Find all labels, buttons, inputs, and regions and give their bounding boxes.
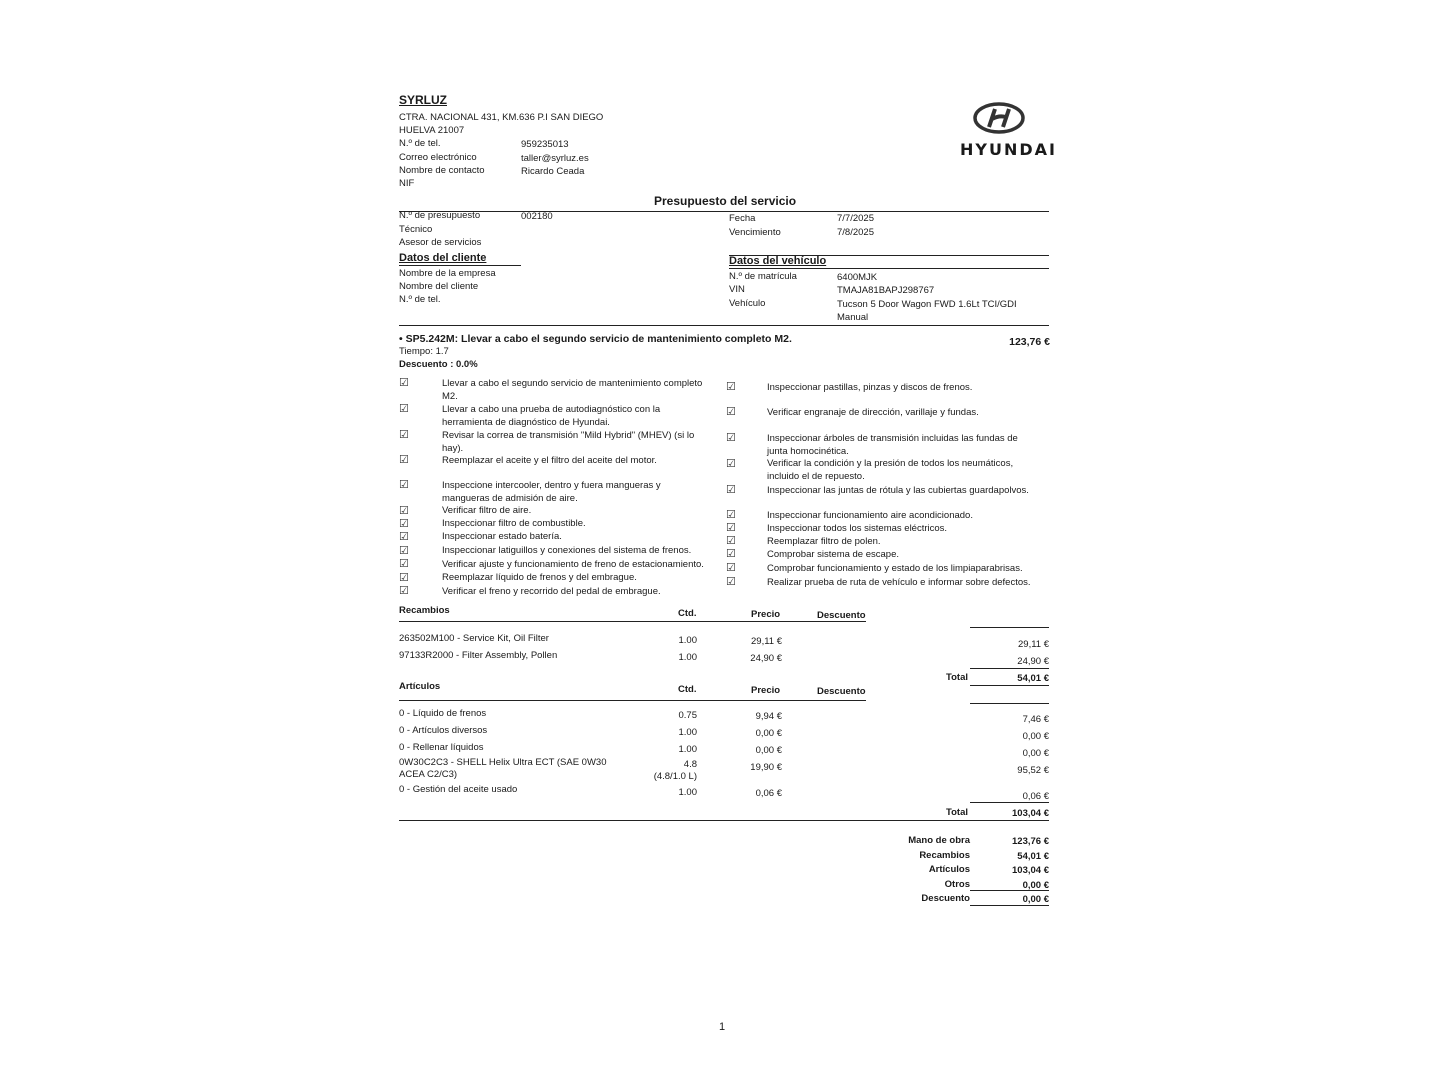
parts-heading: Recambios xyxy=(399,605,450,616)
check-icon: ☑ xyxy=(399,531,409,543)
article-qty-detail: (4.8/1.0 L) xyxy=(653,771,697,782)
article-qty: 0.75 xyxy=(678,710,697,721)
checklist-item: Reemplazar el aceite y el filtro del aceite del motor. xyxy=(442,455,657,466)
company-contact-label: Nombre de contacto xyxy=(399,165,485,176)
article-desc: 0 - Gestión del aceite usado xyxy=(399,784,518,795)
summary-parts-label: Recambios xyxy=(919,850,970,861)
articles-sum-rule xyxy=(970,802,1049,803)
article-price: 9,94 € xyxy=(755,711,782,722)
checklist-item: Inspeccionar todos los sistemas eléctricos. xyxy=(767,523,948,534)
company-city: HUELVA 21007 xyxy=(399,125,465,136)
company-email-label: Correo electrónico xyxy=(399,152,477,163)
summary-articles-label: Artículos xyxy=(928,864,970,875)
check-icon: ☑ xyxy=(726,381,736,393)
article-desc: 0W30C2C3 - SHELL Helix Ultra ECT (SAE 0W30 xyxy=(399,757,607,768)
part-total: 29,11 € xyxy=(1018,639,1049,650)
summary-articles: 103,04 € xyxy=(1012,865,1049,876)
check-icon: ☑ xyxy=(399,545,409,557)
client-heading: Datos del cliente xyxy=(399,252,487,264)
date-label: Fecha xyxy=(729,213,756,224)
check-icon: ☑ xyxy=(399,585,409,597)
part-total: 24,90 € xyxy=(1017,656,1049,667)
page-number: 1 xyxy=(719,1021,726,1033)
model-value: Tucson 5 Door Wagon FWD 1.6Lt TCI/GDI xyxy=(837,299,1017,310)
checklist-item: Inspeccionar las juntas de rótula y las cubiertas guardapolvos. xyxy=(767,485,1029,496)
checklist-item: Verificar la condición y la presión de todos los neumáticos, incluido el de repuesto. xyxy=(767,458,1014,482)
advisor-label: Asesor de servicios xyxy=(399,237,482,248)
summary-others-label: Otros xyxy=(944,879,970,890)
company-phone: 959235013 xyxy=(521,139,569,150)
checklist-item: Llevar a cabo el segundo servicio de mantenimiento completo M2. xyxy=(442,378,703,402)
parts-sum-rule xyxy=(970,668,1049,669)
articles-heading: Artículos xyxy=(399,681,441,692)
articles-total: 103,04 € xyxy=(1012,808,1049,819)
checklist-item: Inspeccionar pastillas, pinzas y discos de frenos. xyxy=(767,382,973,393)
vehicle-heading: Datos del vehículo xyxy=(729,255,827,267)
quote-number-label: N.º de presupuesto xyxy=(399,210,481,221)
part-qty: 1.00 xyxy=(678,652,697,663)
vehicle-top-rule xyxy=(729,255,1049,256)
check-icon: ☑ xyxy=(726,458,736,470)
checklist-item: Comprobar sistema de escape. xyxy=(767,549,900,560)
checklist-item: Inspeccione intercooler, dentro y fuera mangueras y mangueras de admisión de aire. xyxy=(442,480,661,504)
check-icon: ☑ xyxy=(726,509,736,521)
parts-total-rule xyxy=(970,685,1049,686)
service-time: Tiempo: 1.7 xyxy=(399,346,449,357)
summary-labor: 123,76 € xyxy=(1012,836,1049,847)
parts-total-col-rule xyxy=(970,627,1049,628)
article-qty: 4.8 xyxy=(683,759,697,770)
summary-parts: 54,01 € xyxy=(1017,851,1049,862)
company-email: taller@syrluz.es xyxy=(521,153,589,164)
vehicle-divider xyxy=(399,325,1049,326)
part-desc: 263502M100 - Service Kit, Oil Filter xyxy=(399,633,549,644)
check-icon: ☑ xyxy=(399,403,409,415)
transmission-value: Manual xyxy=(837,312,869,323)
articles-col-discount: Descuento xyxy=(817,686,866,697)
check-icon: ☑ xyxy=(399,572,409,584)
articles-total-col-rule xyxy=(970,703,1049,704)
check-icon: ☑ xyxy=(726,484,736,496)
hyundai-logo xyxy=(972,100,1026,136)
client-heading-rule xyxy=(399,265,521,266)
part-qty: 1.00 xyxy=(678,635,697,646)
client-company-label: Nombre de la empresa xyxy=(399,268,496,279)
check-icon: ☑ xyxy=(726,535,736,547)
check-icon: ☑ xyxy=(726,548,736,560)
parts-total: 54,01 € xyxy=(1017,673,1049,684)
title-divider xyxy=(399,211,1049,212)
client-phone-label: N.º de tel. xyxy=(399,294,441,305)
check-icon: ☑ xyxy=(399,377,409,389)
company-phone-label: N.º de tel. xyxy=(399,138,441,149)
plate-label: N.º de matrícula xyxy=(729,271,797,282)
articles-col-price: Precio xyxy=(751,685,781,696)
summary-labor-label: Mano de obra xyxy=(908,835,970,846)
check-icon: ☑ xyxy=(399,505,409,517)
summary-discount-label: Descuento xyxy=(921,893,970,904)
company-nif-label: NIF xyxy=(399,178,415,189)
service-discount: Descuento : 0.0% xyxy=(399,359,478,370)
hyundai-wordmark: HYUNDAI xyxy=(960,140,1057,159)
parts-col-qty: Ctd. xyxy=(678,608,697,619)
summary-discount: 0,00 € xyxy=(1022,894,1049,905)
article-total: 95,52 € xyxy=(1017,765,1049,776)
checklist-item: Inspeccionar funcionamiento aire acondicionado. xyxy=(767,510,973,521)
article-qty: 1.00 xyxy=(678,787,697,798)
article-desc: 0 - Rellenar líquidos xyxy=(399,742,484,753)
checklist-item: Verificar el freno y recorrido del pedal de embrague. xyxy=(442,586,661,597)
articles-header-rule xyxy=(399,700,866,701)
parts-header-rule xyxy=(399,621,866,622)
checklist-item: Realizar prueba de ruta de vehículo e informar sobre defectos. xyxy=(767,577,1031,588)
date-value: 7/7/2025 xyxy=(837,213,874,224)
part-price: 24,90 € xyxy=(750,653,782,664)
article-price: 0,00 € xyxy=(755,745,782,756)
checklist-item: Inspeccionar estado batería. xyxy=(442,531,562,542)
check-icon: ☑ xyxy=(399,518,409,530)
article-desc-cont: ACEA C2/C3) xyxy=(399,769,458,780)
technician-label: Técnico xyxy=(399,224,433,235)
part-desc: 97133R2000 - Filter Assembly, Pollen xyxy=(399,650,558,661)
service-title: • SP5.242M: Llevar a cabo el segundo servicio de mantenimiento completo M2. xyxy=(399,333,792,345)
article-total: 0,06 € xyxy=(1022,791,1049,802)
check-icon: ☑ xyxy=(726,576,736,588)
article-price: 0,00 € xyxy=(755,728,782,739)
article-total: 0,00 € xyxy=(1022,731,1049,742)
checklist-item: Inspeccionar latiguillos y conexiones del sistema de frenos. xyxy=(442,545,692,556)
article-price: 0,06 € xyxy=(755,788,782,799)
checklist-item: Reemplazar líquido de frenos y del embrague. xyxy=(442,572,637,583)
part-price: 29,11 € xyxy=(751,636,782,647)
check-icon: ☑ xyxy=(399,429,409,441)
vin-value: TMAJA81BAPJ298767 xyxy=(837,285,935,296)
checklist-item: Verificar engranaje de dirección, varillaje y fundas. xyxy=(767,407,979,418)
company-name: SYRLUZ xyxy=(399,93,447,107)
company-contact: Ricardo Ceada xyxy=(521,166,585,177)
article-qty: 1.00 xyxy=(678,727,697,738)
checklist-item: Verificar filtro de aire. xyxy=(442,505,532,516)
document-title: Presupuesto del servicio xyxy=(654,194,797,208)
summary-others: 0,00 € xyxy=(1022,880,1049,891)
check-icon: ☑ xyxy=(399,454,409,466)
articles-total-label: Total xyxy=(946,807,968,818)
summary-others-rule xyxy=(970,890,1049,891)
parts-total-label: Total xyxy=(946,672,968,683)
service-price: 123,76 € xyxy=(1009,336,1050,348)
check-icon: ☑ xyxy=(726,406,736,418)
checklist-item: Verificar ajuste y funcionamiento de freno de estacionamiento. xyxy=(442,559,704,570)
check-icon: ☑ xyxy=(726,432,736,444)
plate-value: 6400MJK xyxy=(837,272,878,283)
article-price: 19,90 € xyxy=(750,762,782,773)
check-icon: ☑ xyxy=(399,558,409,570)
company-address: CTRA. NACIONAL 431, KM.636 P.I SAN DIEGO xyxy=(399,112,604,123)
check-icon: ☑ xyxy=(726,562,736,574)
checklist-item: Revisar la correa de transmisión "Mild Hybrid" (MHEV) (si lo hay). xyxy=(442,430,695,454)
due-label: Vencimiento xyxy=(729,227,781,238)
check-icon: ☑ xyxy=(399,479,409,491)
checklist-item: Inspeccionar filtro de combustible. xyxy=(442,518,586,529)
article-total: 0,00 € xyxy=(1022,748,1049,759)
client-name-label: Nombre del cliente xyxy=(399,281,479,292)
parts-col-price: Precio xyxy=(751,609,781,620)
articles-bottom-rule xyxy=(399,820,1049,821)
checklist-item: Llevar a cabo una prueba de autodiagnóstico con la herramienta de diagnóstico de Hyundai. xyxy=(442,404,661,428)
articles-col-qty: Ctd. xyxy=(678,684,697,695)
model-label: Vehículo xyxy=(729,298,766,309)
checklist-item: Reemplazar filtro de polen. xyxy=(767,536,881,547)
parts-col-discount: Descuento xyxy=(817,610,866,621)
checklist-item: Comprobar funcionamiento y estado de los limpiaparabrisas. xyxy=(767,563,1023,574)
quote-number: 002180 xyxy=(521,211,553,222)
vin-label: VIN xyxy=(729,284,745,295)
article-desc: 0 - Artículos diversos xyxy=(399,725,488,736)
due-value: 7/8/2025 xyxy=(837,227,874,238)
article-qty: 1.00 xyxy=(678,744,697,755)
article-desc: 0 - Líquido de frenos xyxy=(399,708,487,719)
checklist-item: Inspeccionar árboles de transmisión incluidas las fundas de junta homocinética. xyxy=(767,433,1018,457)
article-total: 7,46 € xyxy=(1022,714,1049,725)
summary-discount-rule xyxy=(970,905,1049,906)
vehicle-heading-rule xyxy=(729,268,1049,269)
check-icon: ☑ xyxy=(726,522,736,534)
